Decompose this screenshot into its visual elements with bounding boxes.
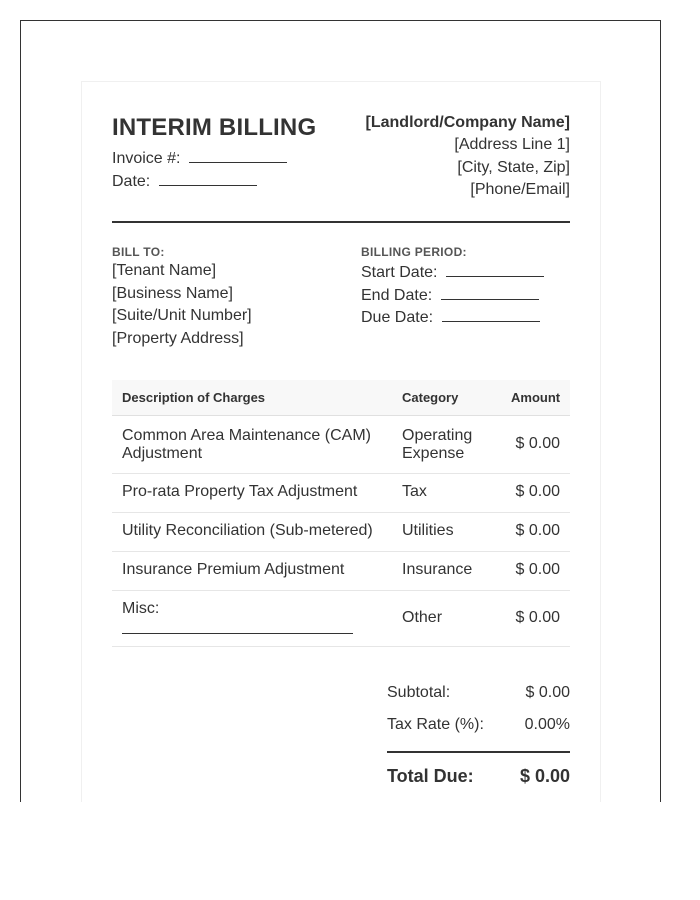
end-date-field[interactable] <box>441 285 539 300</box>
bill-to-tenant-name: [Tenant Name] <box>112 262 217 279</box>
end-date-label: End Date: <box>361 287 433 304</box>
totals-divider <box>387 751 570 753</box>
table-row <box>112 416 570 474</box>
row-amount: $ 0.00 <box>515 435 560 452</box>
table-row <box>112 473 570 513</box>
subtotal-label: Subtotal: <box>387 684 451 701</box>
billing-period-label: BILLING PERIOD: <box>361 245 467 259</box>
date-label: Date: <box>112 173 151 190</box>
due-date-line <box>361 307 540 327</box>
due-date-label: Due Date: <box>361 309 434 326</box>
bill-to-business-name: [Business Name] <box>112 285 233 302</box>
row-category: Operating Expense <box>402 427 473 462</box>
company-city-state-zip: [City, State, Zip] <box>457 159 570 176</box>
misc-description-field[interactable] <box>122 633 353 634</box>
bill-to-label: BILL TO: <box>112 245 165 259</box>
tax-rate-label: Tax Rate (%): <box>387 716 484 733</box>
header-divider <box>112 221 570 223</box>
row-description: Pro-rata Property Tax Adjustment <box>122 483 358 500</box>
total-due-value: $ 0.00 <box>519 766 570 786</box>
document-title: INTERIM BILLING <box>112 114 317 141</box>
date-line <box>112 171 257 191</box>
row-category: Utilities <box>402 522 454 539</box>
row-description: Common Area Maintenance (CAM) Adjustment <box>122 427 371 462</box>
start-date-label: Start Date: <box>361 264 438 281</box>
row-amount: $ 0.00 <box>515 609 560 626</box>
row-category: Other <box>402 609 443 626</box>
invoice-number-line <box>112 148 287 168</box>
row-amount: $ 0.00 <box>515 561 560 578</box>
start-date-line <box>361 262 544 282</box>
row-description: Insurance Premium Adjustment <box>122 561 345 578</box>
row-amount: $ 0.00 <box>515 483 560 500</box>
invoice-number-label: Invoice #: <box>112 150 181 167</box>
table-row <box>112 512 570 552</box>
bill-to-property-address: [Property Address] <box>112 330 244 347</box>
company-phone-email: [Phone/Email] <box>470 181 570 198</box>
due-date-field[interactable] <box>442 307 540 322</box>
invoice-number-field[interactable] <box>189 148 287 163</box>
tax-rate-value: 0.00% <box>524 716 570 733</box>
row-description: Utility Reconciliation (Sub-metered) <box>122 522 373 539</box>
bill-to-suite-number: [Suite/Unit Number] <box>112 307 252 324</box>
company-address-line: [Address Line 1] <box>454 136 570 153</box>
row-category: Tax <box>402 483 427 500</box>
row-category: Insurance <box>402 561 473 578</box>
date-field[interactable] <box>159 171 257 186</box>
header-category: Category <box>402 390 459 405</box>
row-description: Misc: <box>122 600 160 617</box>
total-due-label: Total Due: <box>387 766 474 786</box>
table-row <box>112 590 570 647</box>
header-amount: Amount <box>511 390 561 405</box>
table-row <box>112 551 570 591</box>
company-name: [Landlord/Company Name] <box>365 114 570 131</box>
header-description: Description of Charges <box>122 390 266 405</box>
row-amount: $ 0.00 <box>515 522 560 539</box>
start-date-field[interactable] <box>446 262 544 277</box>
subtotal-value: $ 0.00 <box>525 684 570 701</box>
table-header <box>112 380 570 416</box>
end-date-line <box>361 285 539 305</box>
